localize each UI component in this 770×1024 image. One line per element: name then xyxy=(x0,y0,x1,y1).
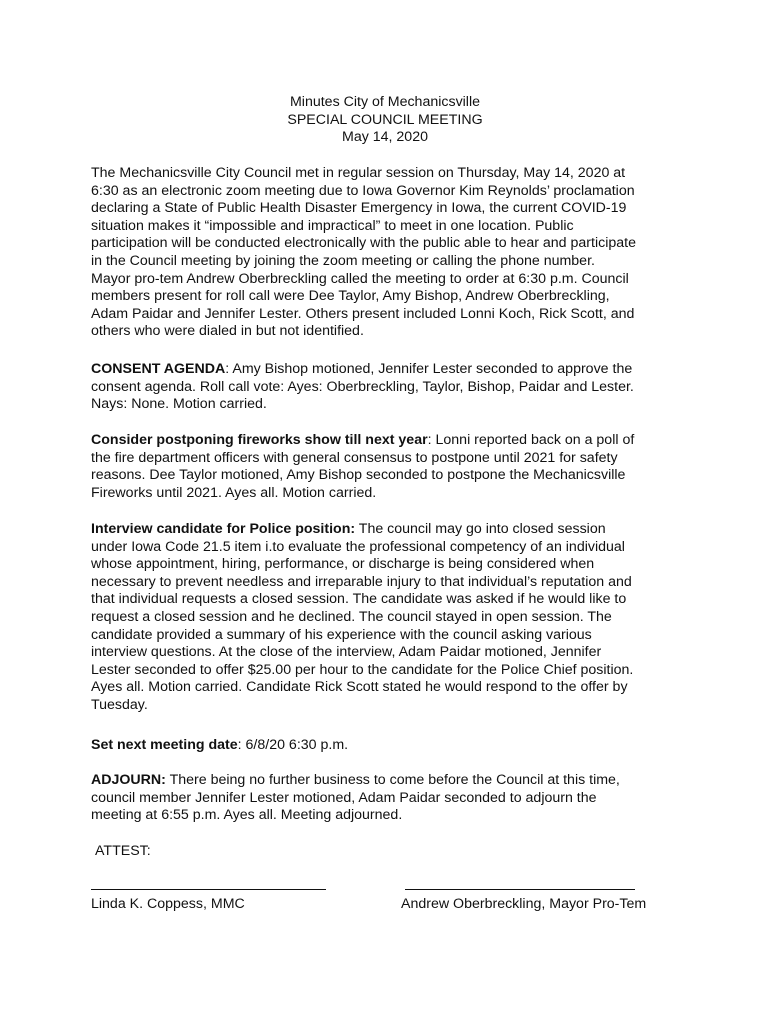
police-interview-line: necessary to prevent needless and irreparable injury to that individual’s reputation and xyxy=(91,573,632,590)
adjourn-text: There being no further business to come before the Council at this time, xyxy=(165,772,620,788)
signature-block-mayor xyxy=(401,889,646,912)
fireworks-section xyxy=(91,432,691,502)
signature-line xyxy=(405,889,635,890)
police-interview-heading: Interview candidate for Police position: xyxy=(91,521,356,537)
document-header xyxy=(0,94,770,147)
police-interview-line: whose appointment, hiring, performance, or discharge is being considered when xyxy=(91,556,595,573)
intro-line: Adam Paidar and Jennifer Lester. Others present included Lonni Koch, Rick Scott, and xyxy=(91,305,635,322)
attest-label: ATTEST: xyxy=(95,843,151,859)
consent-agenda-heading: CONSENT AGENDA xyxy=(91,361,226,377)
intro-line: situation makes it “impossible and impractical” to meet in one location. Public xyxy=(91,217,574,234)
consent-agenda-line: Nays: None. Motion carried. xyxy=(91,396,267,413)
police-interview-text: The council may go into closed session xyxy=(355,521,606,537)
intro-line: participation will be conducted electronically with the public able to hear and participate xyxy=(91,235,636,252)
adjourn-line: council member Jennifer Lester motioned, Adam Paidar seconded to adjourn the xyxy=(91,789,597,806)
next-meeting-heading: Set next meeting date xyxy=(91,737,238,753)
next-meeting-section xyxy=(91,737,691,755)
next-meeting-text: : 6/8/20 6:30 p.m. xyxy=(237,737,349,753)
signature-name-clerk: Linda K. Coppess, MMC xyxy=(91,896,245,912)
police-interview-line: Ayes all. Motion carried. Candidate Rick Scott stated he would respond to the offer by xyxy=(91,679,628,696)
intro-line: Mayor pro-tem Andrew Oberbreckling called the meeting to order at 6:30 p.m. Council xyxy=(91,270,629,287)
adjourn-heading: ADJOURN: xyxy=(91,772,166,788)
fireworks-line: the fire department officers with general consensus to postpone until 2021 for safety xyxy=(91,449,618,466)
police-interview-line: that individual requests a closed session. The candidate was asked if he would like to xyxy=(91,591,627,608)
header-title: Minutes City of Mechanicsville xyxy=(289,94,481,110)
consent-agenda-text: : Amy Bishop motioned, Jennifer Lester seconded to approve the xyxy=(225,361,633,377)
fireworks-line: Fireworks until 2021. Ayes all. Motion carried. xyxy=(91,484,377,501)
police-interview-line: request a closed session and he declined. The council stayed in open session. The xyxy=(91,608,612,625)
signature-block-clerk xyxy=(91,889,326,912)
signature-name-mayor: Andrew Oberbreckling, Mayor Pro-Tem xyxy=(401,896,647,912)
intro-line: 6:30 as an electronic zoom meeting due to Iowa Governor Kim Reynolds’ proclamation xyxy=(91,182,635,199)
adjourn-section xyxy=(91,772,691,825)
intro-line: members present for roll call were Dee Taylor, Amy Bishop, Andrew Oberbreckling, xyxy=(91,288,610,305)
intro-paragraph xyxy=(91,165,691,341)
police-interview-line: candidate provided a summary of his experience with the council asking various xyxy=(91,626,592,643)
consent-agenda-section xyxy=(91,361,691,414)
intro-line: in the Council meeting by joining the zoom meeting or calling the phone number. xyxy=(91,252,595,269)
adjourn-line: meeting at 6:55 p.m. Ayes all. Meeting adjourned. xyxy=(91,807,403,824)
intro-line: others who were dialed in but not identified. xyxy=(91,323,364,340)
header-date: May 14, 2020 xyxy=(342,129,428,146)
signature-line xyxy=(91,889,326,890)
fireworks-heading: Consider postponing fireworks show till next year xyxy=(91,432,428,448)
intro-line: The Mechanicsville City Council met in regular session on Thursday, May 14, 2020 at xyxy=(91,165,626,181)
police-interview-line: Tuesday. xyxy=(91,696,148,713)
header-meeting-type: SPECIAL COUNCIL MEETING xyxy=(287,111,483,128)
intro-line: declaring a State of Public Health Disaster Emergency in Iowa, the current COVID-19 xyxy=(91,200,627,217)
police-interview-line: under Iowa Code 21.5 item i.to evaluate the professional competency of an individual xyxy=(91,538,625,555)
police-interview-line: interview questions. At the close of the interview, Adam Paidar motioned, Jennifer xyxy=(91,644,602,661)
police-interview-line: Lester seconded to offer $25.00 per hour to the candidate for the Police Chief position. xyxy=(91,661,634,678)
fireworks-text: : Lonni reported back on a poll of xyxy=(427,432,635,448)
consent-agenda-line: consent agenda. Roll call vote: Ayes: Oberbreckling, Taylor, Bishop, Paidar and Lester. xyxy=(91,378,634,395)
fireworks-line: reasons. Dee Taylor motioned, Amy Bishop seconded to postpone the Mechanicsville xyxy=(91,467,626,484)
police-interview-section xyxy=(91,521,691,715)
